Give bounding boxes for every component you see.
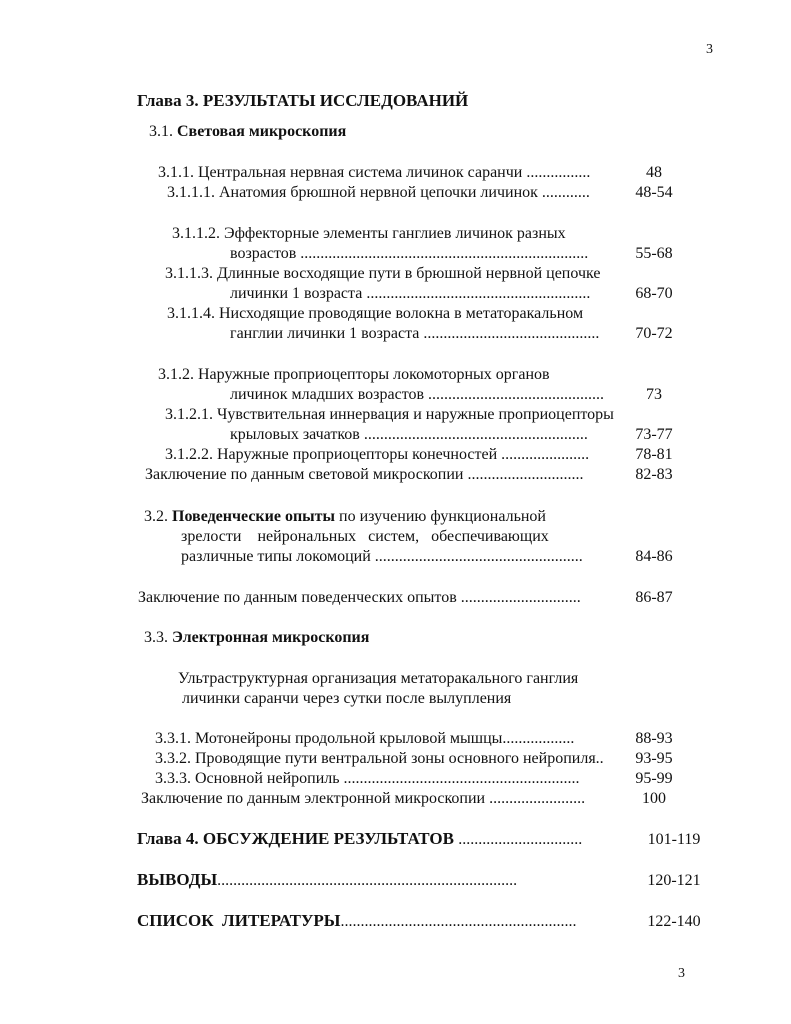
section-3-3-subtitle: Ультраструктурная организация метаторакального ганглия (178, 670, 579, 687)
references-heading (137, 911, 577, 931)
toc-pages: 93-95 (635, 750, 673, 767)
conclusions-title: ВЫВОДЫ (137, 870, 218, 889)
toc-pages: 88-93 (635, 730, 673, 747)
section-3-3-subtitle-cont: личинки саранчи через сутки после вылупления (182, 690, 512, 707)
toc-entry-3-3-3: 3.3.3. Основной нейропиль ........................................................... (155, 770, 580, 787)
toc-entry-3-1-2: 3.1.2. Наружные проприоцепторы локомоторных органов (158, 366, 550, 383)
toc-entry-3-1-2-1: 3.1.2.1. Чувствительная иннервация и наружные проприоцепторы (165, 406, 614, 423)
section-title-rest: по изучению функциональной (339, 508, 546, 525)
toc-pages: 101-119 (647, 831, 701, 848)
toc-entry-conclusion-light: Заключение по данным световой микроскопии ............................. (145, 466, 584, 483)
section-title: Электронная микроскопия (172, 629, 370, 646)
toc-pages: 78-81 (635, 446, 673, 463)
dot-leader: ............................... (458, 831, 583, 848)
section-3-3-heading (144, 628, 369, 647)
chapter-label: Глава 4. (137, 829, 199, 848)
chapter-3-heading: Глава 3. РЕЗУЛЬТАТЫ ИССЛЕДОВАНИЙ (137, 91, 469, 110)
toc-entry-conclusion-electron: Заключение по данным электронной микроскопии ........................ (141, 790, 586, 807)
toc-entry-3-1-2-1-cont: крыловых зачатков ........................................................ (230, 426, 588, 443)
toc-entry-3-1-1-1: 3.1.1.1. Анатомия брюшной нервной цепочки личинок ............ (167, 184, 590, 201)
section-number: 3.3. (144, 629, 168, 646)
toc-pages: 122-140 (647, 913, 701, 930)
toc-entry-3-1-1: 3.1.1. Центральная нервная система личинок саранчи ................ (158, 164, 591, 181)
dot-leader: ........................................................... (340, 913, 577, 930)
toc-pages: 73 (646, 386, 662, 403)
toc-entry-3-3-1: 3.3.1. Мотонейроны продольной крыловой мышцы.................. (155, 730, 575, 747)
toc-pages: 55-68 (635, 245, 673, 262)
section-title: Световая микроскопия (177, 123, 347, 140)
conclusions-heading (137, 870, 517, 890)
toc-pages: 70-72 (635, 325, 673, 342)
toc-entry-3-1-1-3: 3.1.1.3. Длинные восходящие пути в брюшной нервной цепочке (165, 265, 601, 282)
toc-entry-3-2-cont2: различные типы локомоций .................................................... (181, 548, 583, 565)
chapter-4-heading (137, 829, 582, 849)
toc-pages: 86-87 (635, 589, 673, 606)
toc-pages: 48 (646, 164, 662, 181)
section-number: 3.2. (144, 508, 168, 525)
toc-entry-3-1-1-2: 3.1.1.2. Эффекторные элементы ганглиев личинок разных (172, 225, 566, 242)
toc-entry-3-1-2-cont: личинок младших возрастов ............................................ (230, 386, 605, 403)
toc-pages: 73-77 (635, 426, 673, 443)
page-number-bottom: 3 (678, 966, 685, 981)
section-3-1-heading (149, 122, 346, 141)
references-title: СПИСОК ЛИТЕРАТУРЫ (137, 911, 341, 930)
toc-pages: 48-54 (635, 184, 673, 201)
toc-pages: 84-86 (635, 548, 673, 565)
toc-pages: 68-70 (635, 285, 673, 302)
toc-entry-3-1-2-2: 3.1.2.2. Наружные проприоцепторы конечностей ...................... (165, 446, 590, 463)
toc-pages: 82-83 (635, 466, 673, 483)
toc-entry-3-1-1-2-cont: возрастов ........................................................................ (230, 245, 589, 262)
chapter-title: ОБСУЖДЕНИЕ РЕЗУЛЬТАТОВ (202, 829, 454, 848)
section-number: 3.1. (149, 123, 173, 140)
toc-entry-3-3-2: 3.3.2. Проводящие пути вентральной зоны основного нейропиля.. (155, 750, 604, 767)
toc-pages: 95-99 (635, 770, 673, 787)
toc-entry-conclusion-behavior: Заключение по данным поведенческих опытов .............................. (138, 589, 581, 606)
toc-entry-3-2-cont: зрелости нейрональных систем, обеспечивающих (181, 528, 549, 545)
toc-pages: 100 (642, 790, 666, 807)
toc-pages: 120-121 (647, 872, 701, 889)
toc-entry-3-1-1-3-cont: личинки 1 возраста ........................................................ (230, 285, 591, 302)
toc-entry-3-1-1-4: 3.1.1.4. Нисходящие проводящие волокна в метаторакальном (167, 305, 584, 322)
page-number-top: 3 (706, 42, 713, 57)
toc-entry-3-1-1-4-cont: ганглии личинки 1 возраста ............................................ (230, 325, 600, 342)
toc-entry-3-2 (144, 507, 546, 526)
dot-leader: ........................................................................... (217, 872, 518, 889)
section-title: Поведенческие опыты (172, 508, 336, 525)
